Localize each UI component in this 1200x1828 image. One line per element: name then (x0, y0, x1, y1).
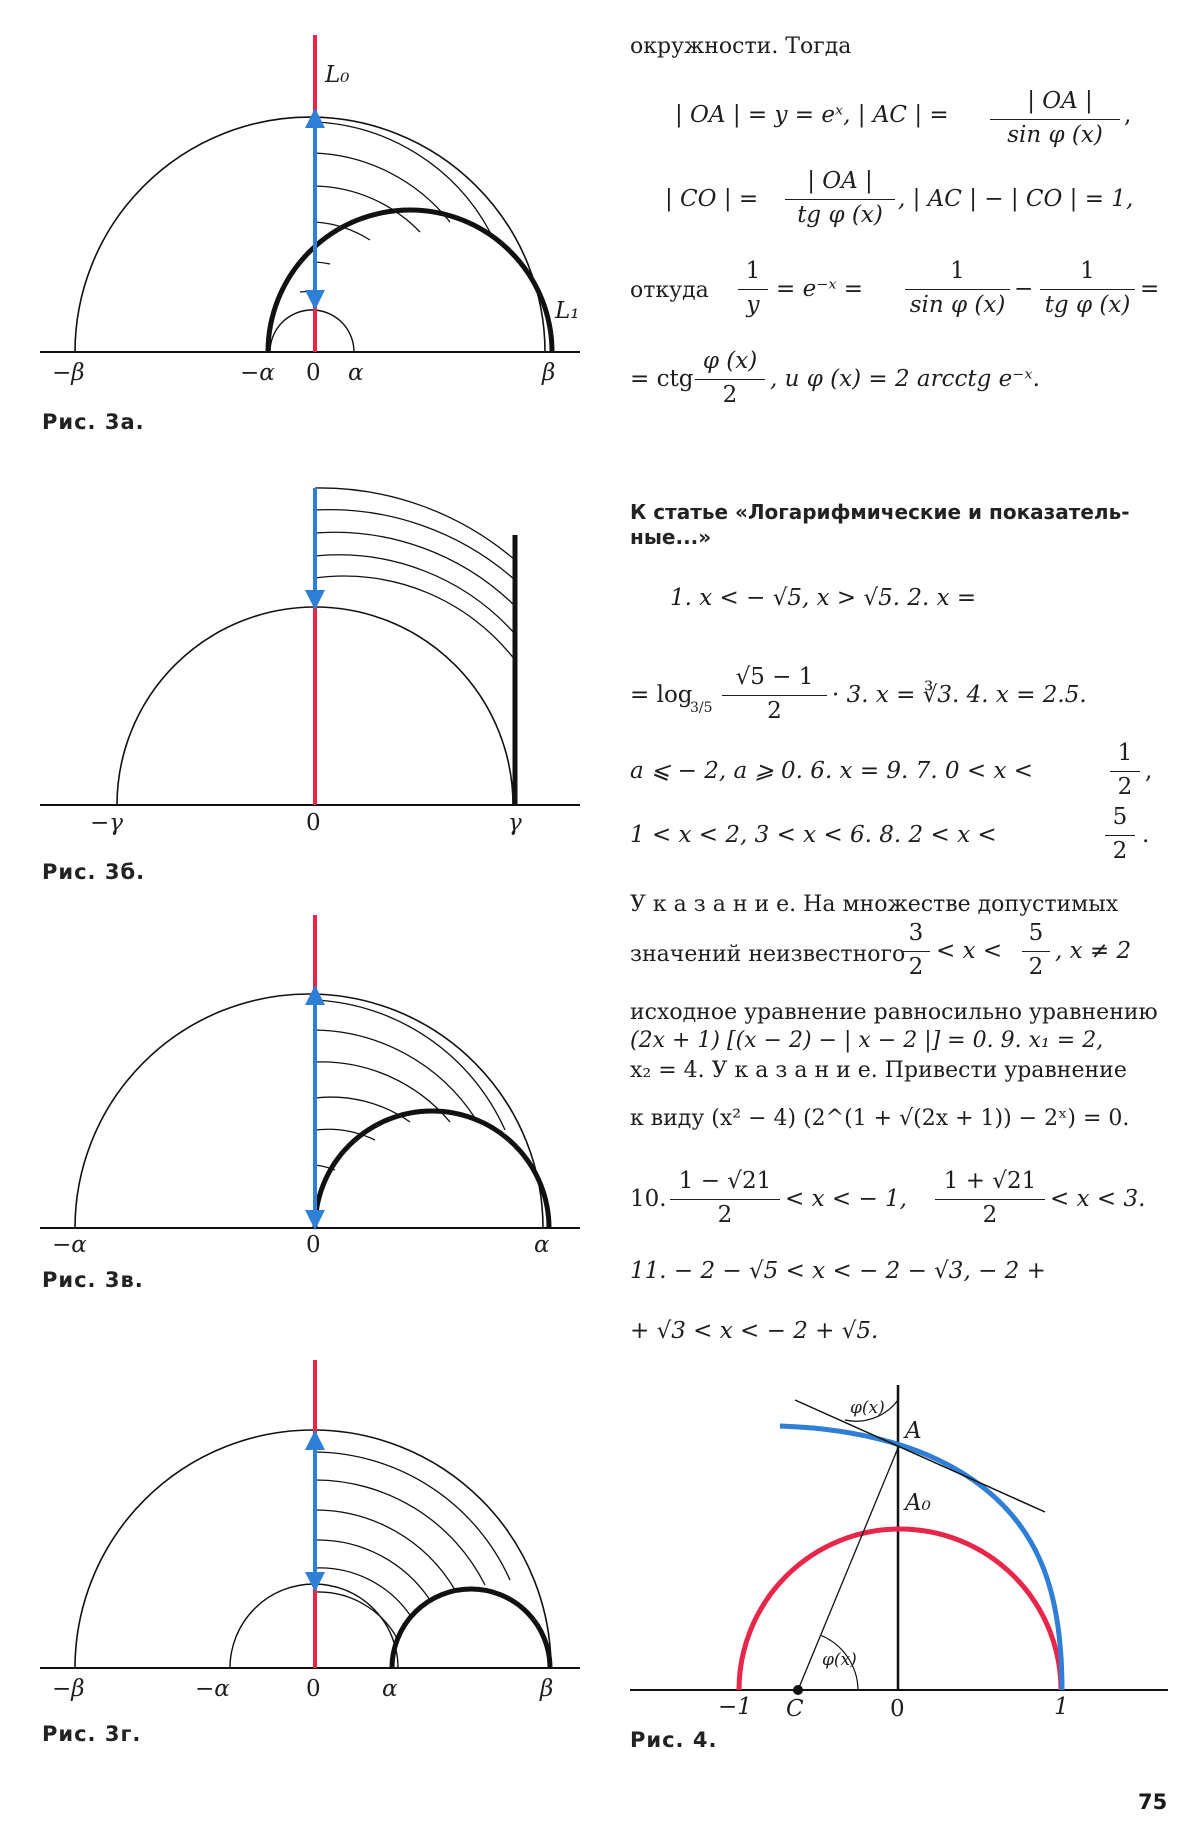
thick-semicircle (392, 1589, 550, 1668)
eq4-bar (695, 379, 765, 380)
label-one: 1 (1054, 1694, 1069, 1720)
answer-8: 1 < x < 2, 3 < x < 6. 8. 2 < x < (630, 822, 997, 848)
hint-line-1: У к а з а н и е. На множестве допустимых (630, 892, 1119, 917)
label-alpha: α (534, 1232, 550, 1258)
eq3-minus: − (1014, 276, 1034, 302)
eq2-left: | CO | = (665, 186, 759, 212)
point-C (793, 1685, 803, 1695)
answer-2-bar (722, 695, 827, 696)
inner-semicircle (270, 310, 354, 352)
label-minus-alpha: −α (52, 1232, 87, 1258)
level-arcs (300, 122, 490, 292)
answer-10-f2-den: 2 (982, 1202, 998, 1228)
answer-8-den: 2 (1112, 838, 1128, 864)
figure-3v (40, 915, 580, 1228)
answer-7-den: 2 (1117, 774, 1133, 800)
hint-f2-num: 5 (1028, 920, 1044, 946)
outer-semicircle (75, 117, 545, 352)
hint-f2-den: 2 (1028, 954, 1044, 980)
eq3-word: откуда (630, 278, 709, 303)
label-phi-bottom: φ(x) (822, 1650, 857, 1670)
answer-2-right: · 3. x = ∛3. 4. x = 2.5. (832, 682, 1087, 708)
label-A: A (905, 1418, 922, 1444)
label-zero: 0 (306, 360, 321, 386)
eq3-f1-bar (738, 289, 768, 290)
label-C: C (786, 1696, 804, 1722)
answer-11-line-2: + √3 < x < − 2 + √5. (630, 1318, 879, 1344)
eq2-denominator: tg φ (x) (797, 202, 883, 228)
eq4-right: , и φ (x) = 2 arcctg e⁻ˣ. (770, 366, 1040, 392)
caption-fig4: Рис. 4. (630, 1728, 718, 1752)
section-heading: К статье «Логарифмические и показатель-ные...» (630, 500, 1130, 549)
answer-8-bar (1105, 835, 1135, 836)
label-gamma: γ (508, 810, 522, 836)
figure-3a (40, 35, 580, 352)
eq3-equals: = (1140, 276, 1160, 302)
label-zero: 0 (306, 1676, 321, 1702)
eq4-num: φ (x) (702, 348, 758, 374)
eq3-f2-den: sin φ (x) (909, 292, 1006, 318)
eq3-f1-num: 1 (745, 258, 761, 284)
hint-end: , x ≠ 2 (1055, 938, 1132, 964)
caption-fig3a: Рис. 3а. (42, 410, 145, 434)
hint-line-3: исходное уравнение равносильно уравнению (630, 1000, 1158, 1025)
answer-10-f1-bar (670, 1199, 780, 1200)
answer-7-bar (1110, 771, 1140, 772)
answer-10-f2-num: 1 + √21 (943, 1168, 1037, 1194)
label-minus-alpha: −α (195, 1676, 230, 1702)
eq3-f3-bar (1040, 289, 1135, 290)
caption-fig3b: Рис. 3б. (42, 860, 146, 884)
eq4-left: = ctg (630, 366, 694, 392)
eq3-f2-num: 1 (950, 258, 965, 284)
answer-11-line-1: 11. − 2 − √5 < x < − 2 − √3, − 2 + (630, 1258, 1046, 1284)
answer-1-2: 1. x < − √5, x > √5. 2. x = (670, 585, 977, 611)
label-minus-beta: −β (52, 360, 85, 386)
outer-semicircle (75, 994, 543, 1228)
intro-text: окружности. Тогда (630, 34, 852, 59)
label-minus-alpha: −α (240, 360, 275, 386)
eq2-fraction-bar (785, 199, 895, 200)
label-zero: 0 (306, 810, 321, 836)
thick-semicircle (315, 1111, 549, 1228)
figure-3g (40, 1360, 580, 1668)
hint-line-2: значений неизвестного (630, 942, 906, 967)
answer-2-num: √5 − 1 (735, 664, 814, 690)
answer-10-mid: < x < − 1, (785, 1186, 907, 1212)
eq4-den: 2 (722, 382, 738, 408)
answer-2-den: 2 (767, 698, 782, 724)
label-beta: β (540, 1676, 554, 1702)
hint-f1-den: 2 (908, 954, 924, 980)
eq1-numerator: | OA | (1027, 88, 1093, 114)
answer-10-end: < x < 3. (1050, 1186, 1146, 1212)
label-zero: 0 (306, 1232, 321, 1258)
figure-3b (40, 488, 580, 805)
answer-10-label: 10. (630, 1186, 667, 1212)
label-minus-beta: −β (52, 1676, 85, 1702)
hint-f2-bar (1022, 951, 1050, 952)
answer-2-left: = log (630, 682, 693, 708)
label-alpha: α (348, 360, 364, 386)
hint-line-4: (2x + 1) [(x − 2) − | x − 2 |] = 0. 9. x₁ = 2, (630, 1028, 1104, 1053)
hint-line-5: x₂ = 4. У к а з а н и е. Привести уравнение (630, 1058, 1127, 1083)
hint-line-6: к виду (x² − 4) (2^(1 + √(2x + 1)) − 2ˣ) = 0. (630, 1106, 1130, 1131)
eq3-f1-den: y (746, 292, 760, 318)
eq1-denominator: sin φ (x) (1007, 122, 1103, 148)
caption-fig3v: Рис. 3в. (42, 1268, 144, 1292)
answer-8-num: 5 (1112, 804, 1128, 830)
red-semicircle (739, 1529, 1061, 1690)
label-minus-gamma: −γ (90, 810, 124, 836)
eq1-fraction-bar (990, 119, 1120, 120)
eq1-left: | OA | = y = eˣ, | AC | = (675, 102, 949, 128)
label-alpha: α (382, 1676, 398, 1702)
label-A0: A₀ (905, 1490, 931, 1516)
hint-f1-bar (902, 951, 930, 952)
label-zero: 0 (890, 1696, 905, 1722)
label-minus-one: −1 (718, 1694, 752, 1720)
page-number: 75 (1138, 1790, 1168, 1814)
figure-4 (630, 1385, 1168, 1733)
answer-7-num: 1 (1117, 740, 1133, 766)
label-phi-top: φ(x) (850, 1398, 885, 1418)
eq3-f2-bar (905, 289, 1010, 290)
answer-5-7: a ⩽ − 2, a ⩾ 0. 6. x = 9. 7. 0 < x < (630, 758, 1034, 784)
label-beta: β (542, 360, 556, 386)
answer-10-f2-bar (935, 1199, 1045, 1200)
answer-8-period: . (1142, 822, 1150, 848)
answer-2-base: 3/5 (690, 700, 713, 716)
answer-7-comma: , (1145, 758, 1153, 784)
eq3-f3-num: 1 (1080, 258, 1095, 284)
label-L0: L₀ (325, 62, 350, 88)
hint-mid: < x < (936, 938, 1003, 964)
eq3-f3-den: tg φ (x) (1044, 292, 1131, 318)
curve-L1 (268, 210, 552, 352)
eq1-comma: , (1124, 102, 1132, 128)
level-arcs (315, 1000, 505, 1170)
caption-fig3g: Рис. 3г. (42, 1722, 142, 1746)
label-L1: L₁ (555, 298, 580, 324)
answer-10-f1-den: 2 (717, 1202, 733, 1228)
eq3-mid: = e⁻ˣ = (776, 276, 864, 302)
answer-10-f1-num: 1 − √21 (678, 1168, 772, 1194)
hint-f1-num: 3 (908, 920, 924, 946)
eq2-right: , | AC | − | CO | = 1, (898, 186, 1134, 212)
eq2-numerator: | OA | (807, 168, 873, 194)
